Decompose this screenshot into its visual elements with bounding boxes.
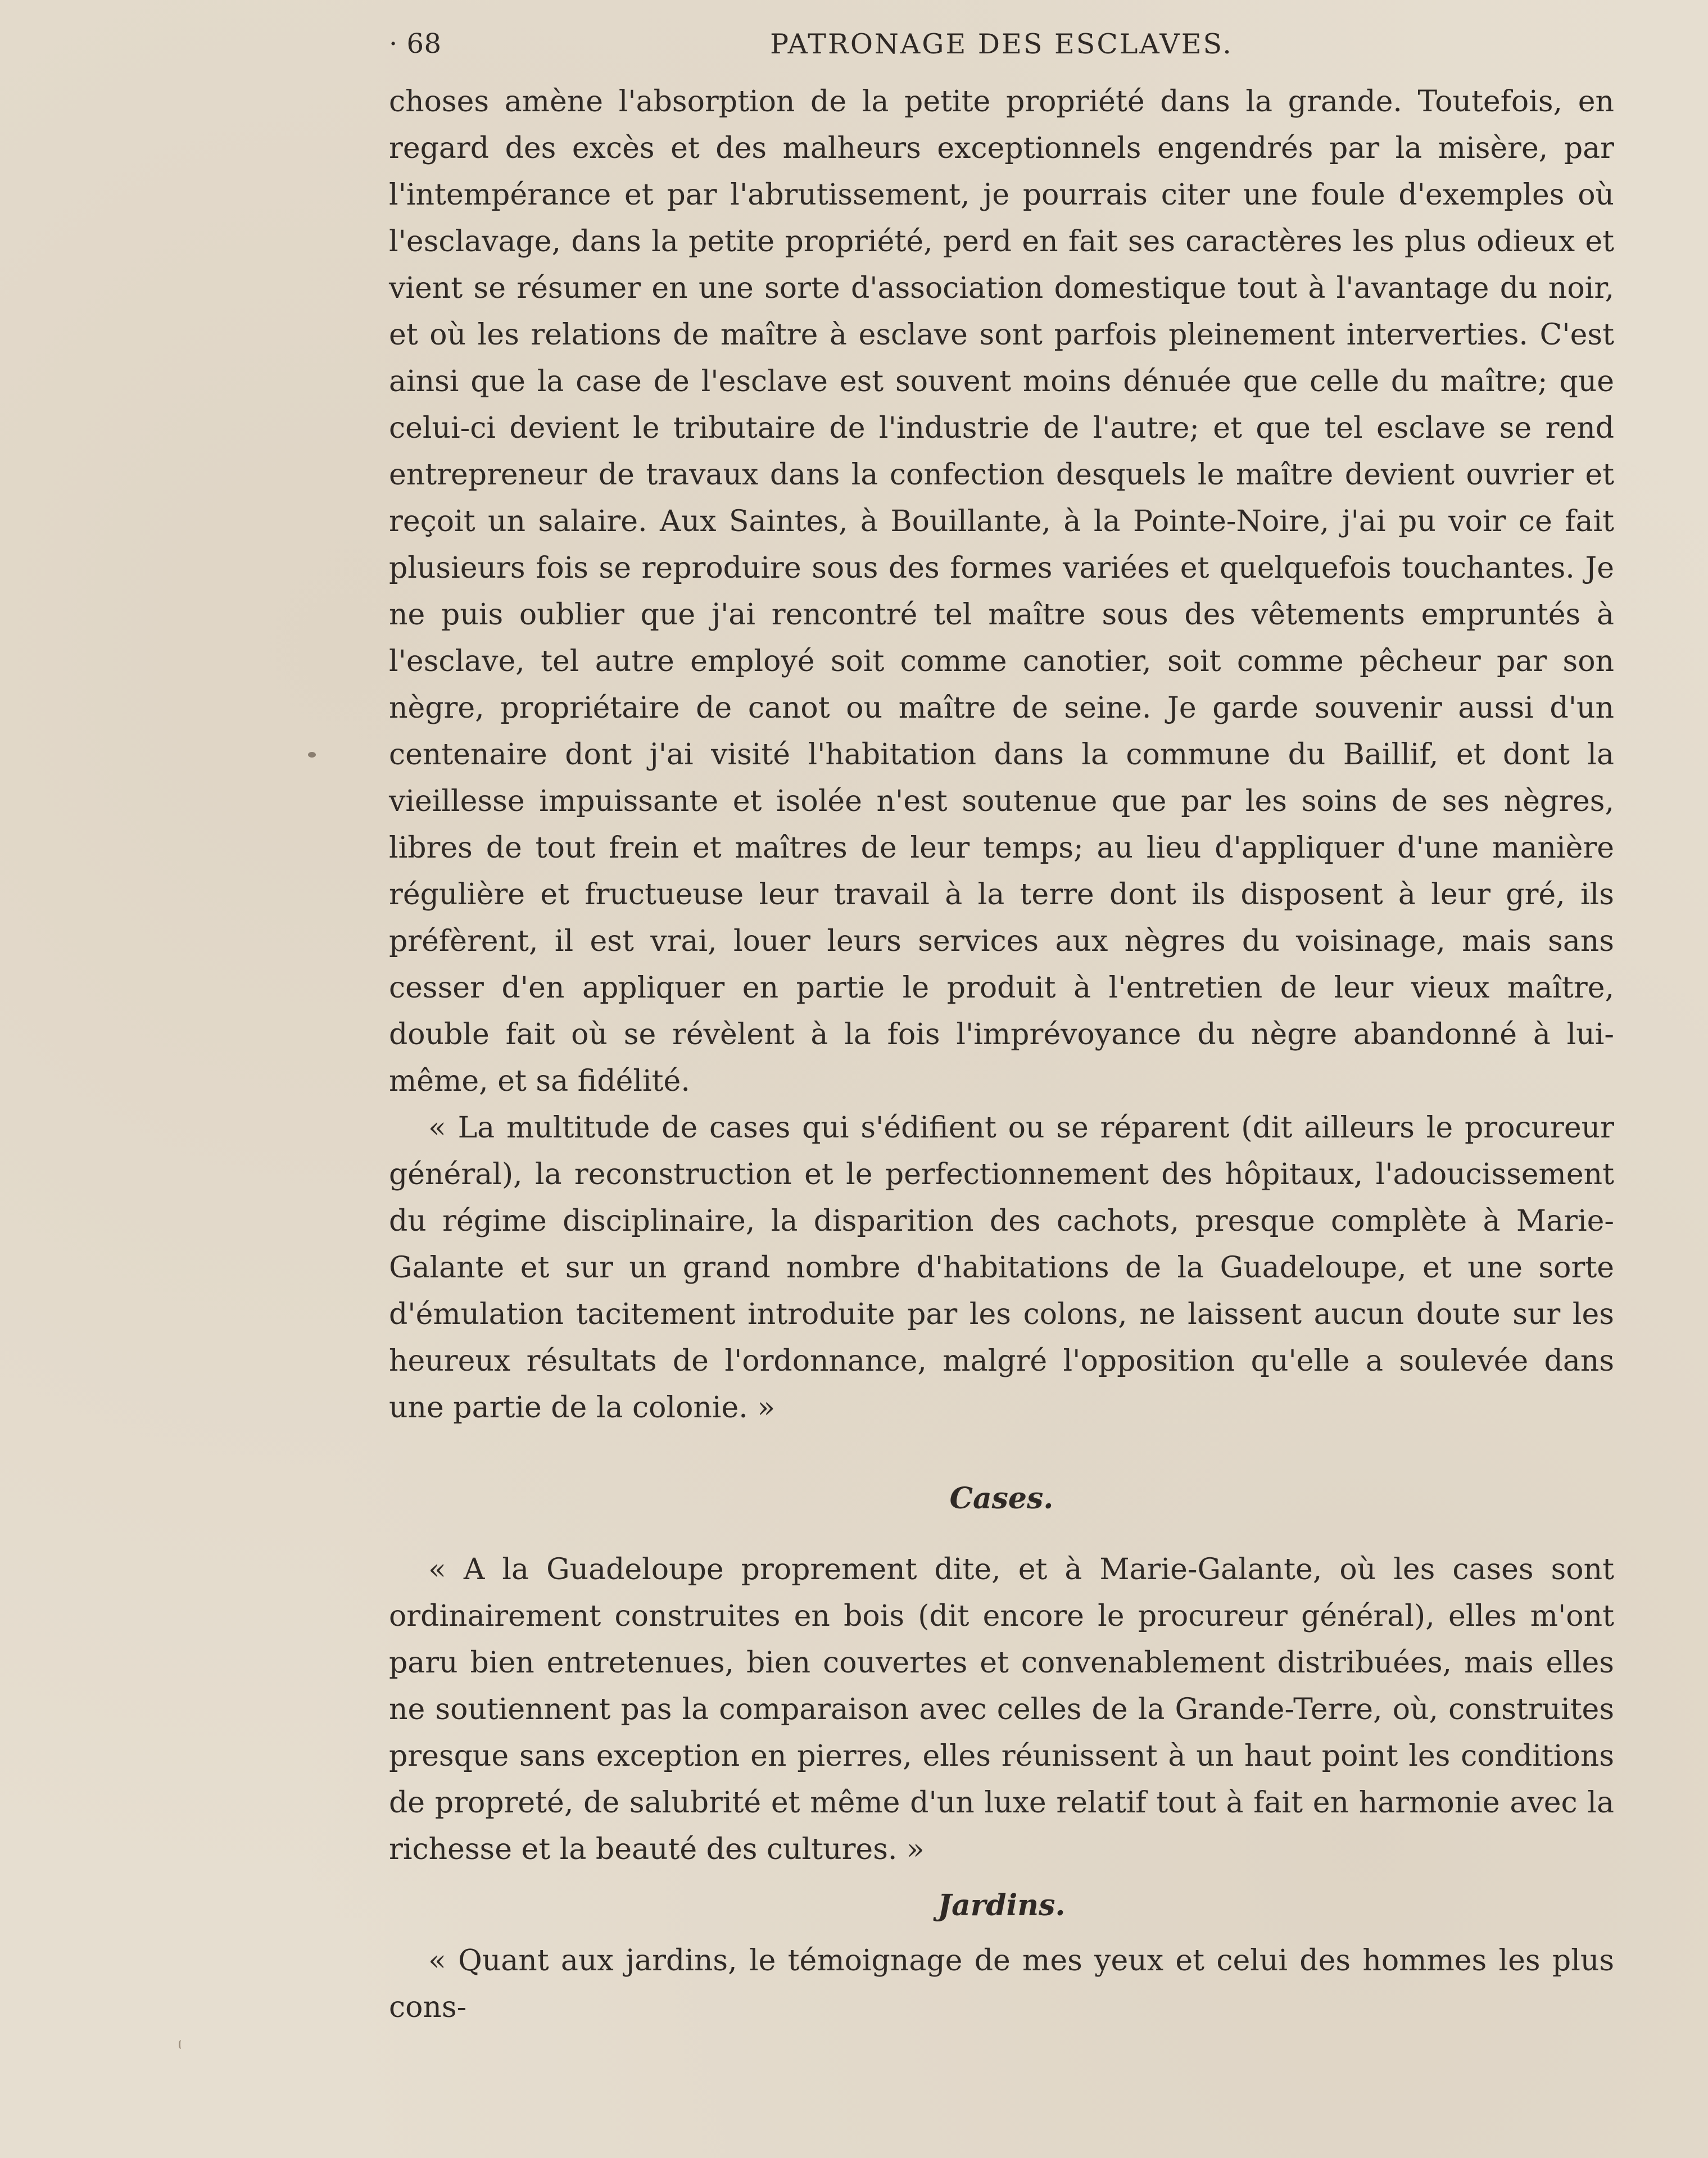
spacer bbox=[389, 1522, 1614, 1547]
paragraph-jardins: « Quant aux jardins, le témoignage de mes yeux et celui des hommes les plus cons- bbox=[389, 1944, 1614, 2024]
page-number: · 68 bbox=[389, 28, 442, 60]
paragraph-continuation: choses amène l'absorption de la petite propriété dans la grande. Toutefois, en regard des excès et des malheurs exceptionnels engendrés par la misère, par l'intempérance et par l'abrutissement, je pourrais citer une foule d'exemples où l'esclavage, dans la petite propriété, perd en fait ses caractères les plus odieux et vient se résumer en une sorte d'association domestique tout à l'avantage du noir, et où les relations de maître à esclave sont parfois pleinement interverties. C'est ainsi que la case de l'esclave est souvent moins dénuée que celle du maître; que celui-ci devient le tributaire de l'industrie de l'autre; et que tel esclave se rend entrepreneur de travaux dans la confection desquels le maître devient ouvrier et reçoit un salaire. Aux Saintes, à Bouillante, à la Pointe-Noire, j'ai pu voir ce fait plusieurs fois se reproduire sous des formes variées et quelquefois touchantes. Je ne puis oublier que j'ai rencontré tel maître sous des vêtements empruntés à l'esclave, tel autre employé soit comme canotier, soit comme pêcheur par son nègre, propriétaire de canot ou maître de seine. Je garde souvenir aussi d'un centenaire dont j'ai visité l'habitation dans la commune du Baillif, et dont la vieillesse impuissante et isolée n'est soutenue que par les soins de ses nègres, libres de tout frein et maîtres de leur temps; au lieu d'appliquer d'une manière régulière et fructueuse leur travail à la terre dont ils disposent à leur gré, ils préfèrent, il est vrai, louer leurs services aux nègres du voisinage, mais sans cesser d'en appliquer en partie le produit à l'entretien de leur vieux maître, double fait où se révèlent à la fois l'imprévoyance du nègre abandonné à lui-même, et sa fidélité. bbox=[389, 85, 1614, 1098]
section-heading-cases: Cases. bbox=[949, 1481, 1054, 1516]
margin-mark bbox=[308, 752, 316, 758]
spacer bbox=[389, 1431, 1614, 1475]
paragraph-cases: « A la Guadeloupe proprement dite, et à Marie-Galante, où les cases sont ordinairement construites en bois (dit encore le procureur général), elles m'ont paru bien entretenues, bien couvertes et convenablement distribuées, mais elles ne soutiennent pas la comparaison avec celles de la Grande-Terre, où, construites presque sans exception en pierres, elles réunissent à un haut point les conditions de propreté, de salubrité et même d'un luxe relatif tout à fait en harmonie avec la richesse et la beauté des cultures. » bbox=[389, 1553, 1614, 1866]
section-heading-jardins: Jardins. bbox=[937, 1888, 1066, 1923]
body-text bbox=[389, 79, 1614, 2031]
spacer bbox=[389, 1929, 1614, 1938]
paragraph-quote-procureur: « La multitude de cases qui s'édifient ou se réparent (dit ailleurs le procureur général), la reconstruction et le perfectionnement des hôpitaux, l'adoucissement du régime disciplinaire, la disparition des cachots, presque complète à Marie-Galante et sur un grand nombre d'habitations de la Guadeloupe, et une sorte d'émulation tacitement introduite par les colons, ne laissent aucun doute sur les heureux résultats de l'ordonnance, malgré l'opposition qu'elle a soulevée dans une partie de la colonie. » bbox=[389, 1111, 1614, 1425]
spacer bbox=[389, 1873, 1614, 1882]
running-title: PATRONAGE DES ESCLAVES. bbox=[770, 28, 1233, 60]
corner-mark bbox=[179, 2040, 185, 2049]
